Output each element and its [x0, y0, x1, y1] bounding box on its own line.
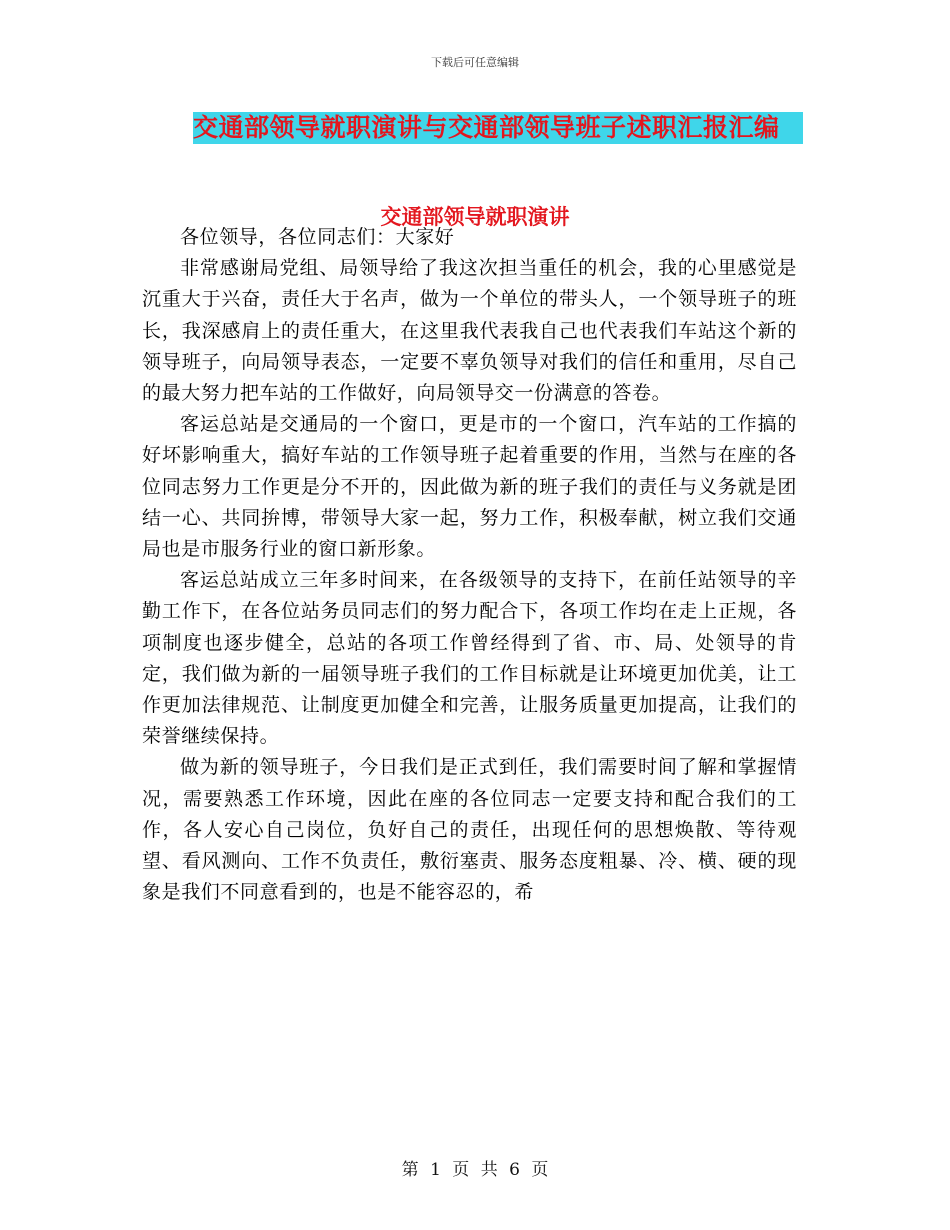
document-title-highlight [193, 112, 803, 144]
header-note: 下载后可任意编辑 [431, 56, 519, 69]
section-title: 交通部领导就职演讲 [380, 205, 570, 229]
body-text [142, 222, 797, 908]
paragraph: 客运总站是交通局的一个窗口，更是市的一个窗口，汽车站的工作搞的好坏影响重大，搞好车站的工作领导班子起着重要的作用，当然与在座的各位同志努力工作更是分不开的，因此做为新的班子我们的责任与义务就是团结一心、共同拚博，带领导大家一起，努力工作，积极奉献，树立我们交通局也是市服务行业的窗口新形象。 [142, 413, 797, 561]
paragraph: 客运总站成立三年多时间来，在各级领导的支持下，在前任站领导的辛勤工作下，在各位站务员同志们的努力配合下，各项工作均在走上正规，各项制度也逐步健全，总站的各项工作曾经得到了省、市、局、处领导的肯定，我们做为新的一届领导班子我们的工作目标就是让环境更加优美，让工作更加法律规范、让制度更加健全和完善，让服务质量更加提高，让我们的荣誉继续保持。 [142, 569, 797, 748]
paragraph: 做为新的领导班子，今日我们是正式到任，我们需要时间了解和掌握情况，需要熟悉工作环境，因此在座的各位同志一定要支持和配合我们的工作，各人安心自己岗位，负好自己的责任，出现任何的思想焕散、等待观望、看风测向、工作不负责任，敷衍塞责、服务态度粗暴、冷、横、硬的现象是我们不同意看到的，也是不能容忍的，希 [142, 756, 797, 904]
page-indicator: 第 1 页 共 6 页 [401, 1160, 549, 1180]
document-title: 交通部领导就职演讲与交通部领导班子述职汇报汇编 [193, 113, 780, 142]
paragraph-greeting: 各位领导，各位同志们：大家好 [180, 226, 455, 248]
paragraph: 非常感谢局党组、局领导给了我这次担当重任的机会，我的心里感觉是沉重大于兴奋，责任大于名声，做为一个单位的带头人，一个领导班子的班长，我深感肩上的责任重大，在这里我代表我自己也代表我们车站这个新的领导班子，向局领导表态，一定要不辜负领导对我们的信任和重用，尽自己的最大努力把车站的工作做好，向局领导交一份满意的答卷。 [142, 257, 797, 405]
